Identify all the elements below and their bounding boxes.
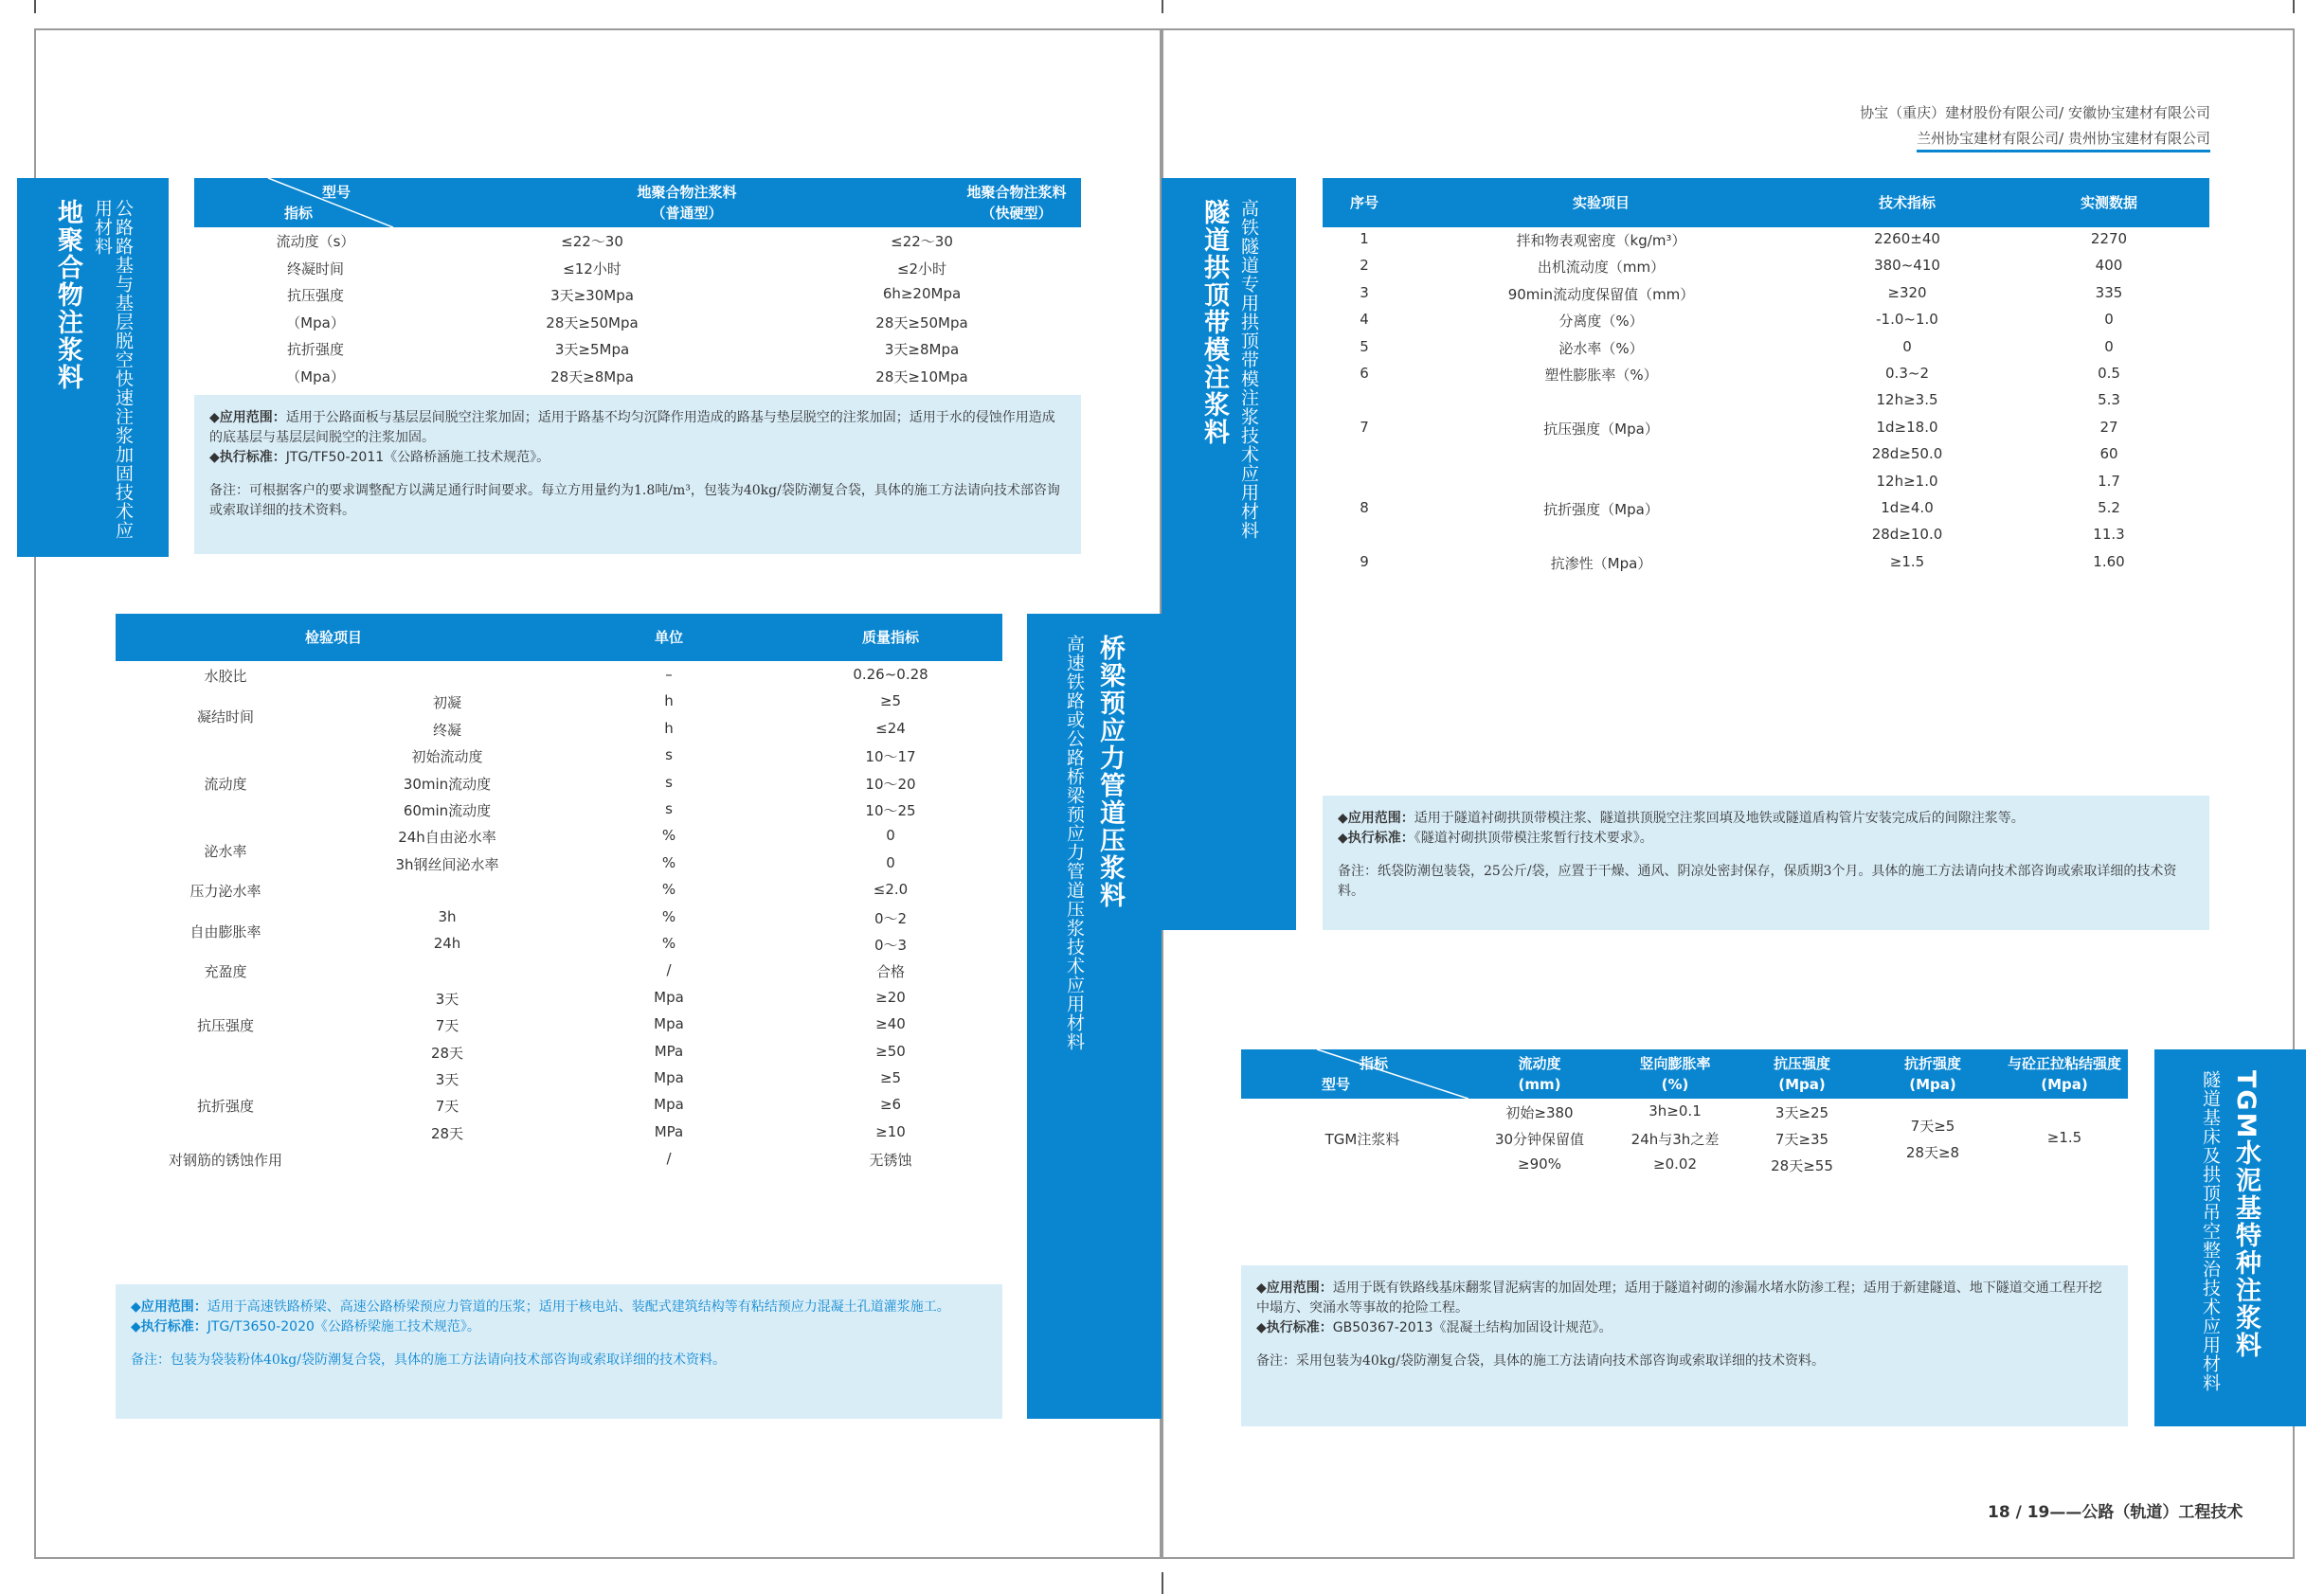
header-rapid-a: 地聚合物注浆料 bbox=[966, 184, 1067, 201]
row-no: 8 bbox=[1360, 499, 1369, 516]
row-unit: Mpa bbox=[654, 1096, 684, 1114]
row-rapid-value: ≤2小时 bbox=[896, 260, 947, 278]
row-quality: 0 bbox=[886, 853, 895, 871]
row-test-item: 抗折强度（Mpa） bbox=[1543, 501, 1659, 518]
header-expansion-b: (%) bbox=[1661, 1076, 1689, 1093]
row-item: 水胶比 bbox=[204, 668, 247, 685]
header-flex-a: 抗折强度 bbox=[1903, 1055, 1961, 1072]
section3-table-header bbox=[1323, 178, 2209, 227]
row-quality: 0 bbox=[886, 827, 895, 845]
header-measured: 实测数据 bbox=[2080, 194, 2137, 211]
header-no: 序号 bbox=[1349, 194, 1378, 211]
row-spec: 12h≥3.5 bbox=[1876, 391, 1938, 409]
row-unit: % bbox=[661, 935, 676, 952]
row-measured: 5.3 bbox=[2098, 391, 2120, 409]
header-bond-b: (Mpa) bbox=[2041, 1076, 2088, 1093]
row-unit: s bbox=[665, 773, 673, 791]
crop-mark bbox=[34, 0, 36, 13]
header-expansion-a: 竖向膨胀率 bbox=[1639, 1055, 1711, 1072]
row-no: 5 bbox=[1360, 337, 1369, 355]
row-item: 抗折强度 bbox=[196, 1098, 255, 1116]
row-spec: 1d≥4.0 bbox=[1881, 499, 1934, 516]
row-no: 6 bbox=[1360, 365, 1369, 382]
row-no: 9 bbox=[1360, 552, 1369, 570]
header-model: 型号 bbox=[321, 184, 351, 201]
section3-subtitle: 高铁隧道专用拱顶带模注浆技术应用材料 bbox=[1238, 199, 1259, 540]
section1-table bbox=[194, 178, 1081, 386]
expansion-cell-1: 3h≥0.1 bbox=[1648, 1102, 1702, 1119]
scope-text: 适用于隧道衬砌拱顶带模注浆、隧道拱顶脱空注浆回填及地铁或隧道盾构管片安装完成后的间隙注浆等。 bbox=[1414, 811, 2025, 826]
row-measured: 0 bbox=[2104, 337, 2114, 355]
row-normal-value: 28天≥50Mpa bbox=[546, 313, 639, 331]
compress-cell-2: 7天≥35 bbox=[1775, 1131, 1829, 1148]
row-measured: 11.3 bbox=[2093, 526, 2125, 544]
row-subitem: 28天 bbox=[430, 1044, 464, 1062]
scope-label: ◆应用范围： bbox=[1338, 811, 1414, 826]
row-rapid-value: 28天≥10Mpa bbox=[875, 367, 968, 385]
row-unit: % bbox=[661, 907, 676, 925]
row-quality: 0～2 bbox=[874, 909, 908, 927]
row-quality: ≤24 bbox=[875, 719, 906, 737]
header-bond-a: 与砼正拉粘结强度 bbox=[2007, 1055, 2121, 1072]
crop-mark bbox=[1162, 0, 1163, 13]
row-test-item: 分离度（%） bbox=[1558, 313, 1644, 331]
row-measured: 1.7 bbox=[2098, 472, 2120, 490]
row-subitem: 7天 bbox=[435, 1017, 459, 1035]
section4-title-cn: 水泥基特种注浆料 bbox=[2231, 1139, 2261, 1360]
section2-subtitle: 高速铁路或公路桥梁预应力管道压浆技术应用材料 bbox=[1064, 635, 1085, 1051]
row-subitem: 24h自由泌水率 bbox=[398, 829, 496, 847]
row-spec: 380~410 bbox=[1874, 257, 1940, 275]
header-compress-a: 抗压强度 bbox=[1773, 1055, 1830, 1072]
section4-table bbox=[1241, 1049, 2128, 1191]
row-quality: ≥5 bbox=[879, 1069, 902, 1086]
header-index: 指标 bbox=[283, 205, 313, 222]
row-rapid-value: 28天≥50Mpa bbox=[875, 313, 968, 331]
row-rapid-value: 3天≥8Mpa bbox=[884, 341, 960, 358]
row-spec: -1.0~1.0 bbox=[1876, 311, 1938, 329]
row-unit: Mpa bbox=[654, 1015, 684, 1033]
section2-table bbox=[116, 614, 1002, 1182]
section2-title: 桥梁预应力管道压浆料 bbox=[1095, 635, 1125, 909]
section1-title: 地聚合物注浆料 bbox=[53, 199, 82, 391]
section4-title bbox=[2230, 1070, 2261, 1426]
header-test-item: 实验项目 bbox=[1572, 194, 1630, 211]
scope-label: ◆应用范围： bbox=[209, 410, 286, 425]
row-rapid-value: ≤22～30 bbox=[891, 233, 953, 250]
row-test-item: 90min流动度保留值（mm） bbox=[1507, 285, 1695, 303]
header-rapid-b: （快硬型） bbox=[981, 205, 1053, 222]
header-compress-b: (Mpa) bbox=[1778, 1076, 1826, 1093]
row-no: 2 bbox=[1360, 257, 1369, 275]
row-normal-value: ≤12小时 bbox=[563, 260, 622, 278]
section3-remark: 备注：纸袋防潮包装袋，25公斤/袋，应置于干燥、通风、阴凉处密封保存，保质期3个月。具体的施工方法请向技术部咨询或索取详细的技术资料。 bbox=[1338, 864, 2177, 899]
header-normal-a: 地聚合物注浆料 bbox=[637, 184, 737, 201]
standard-text: GB50367-2013《混凝土结构加固设计规范》。 bbox=[1332, 1320, 1612, 1335]
row-item: 泌水率 bbox=[204, 842, 247, 860]
row-quality: 10～25 bbox=[865, 802, 916, 819]
row-quality: 10～17 bbox=[865, 748, 916, 766]
standard-text: JTG/T3650-2020《公路桥梁施工技术规范》。 bbox=[207, 1319, 480, 1334]
scope-label: ◆应用范围： bbox=[131, 1299, 207, 1315]
row-spec: ≥320 bbox=[1887, 283, 1927, 301]
row-rapid-value: 6h≥20Mpa bbox=[882, 285, 962, 302]
row-name: 终凝时间 bbox=[286, 260, 345, 278]
standard-text: 《隧道衬砌拱顶带模注浆暂行技术要求》。 bbox=[1414, 831, 1653, 846]
row-subitem: 3天 bbox=[435, 1071, 459, 1088]
row-quality: 0.26~0.28 bbox=[853, 666, 928, 683]
crop-mark bbox=[1162, 1572, 1163, 1594]
header-index: 指标 bbox=[1359, 1055, 1388, 1072]
row-no: 4 bbox=[1360, 311, 1369, 329]
row-no: 3 bbox=[1360, 283, 1369, 301]
row-unit: MPa bbox=[654, 1122, 684, 1140]
header-spec: 技术指标 bbox=[1878, 194, 1936, 211]
header-item: 检验项目 bbox=[304, 629, 362, 646]
row-test-item: 抗渗性（Mpa） bbox=[1550, 554, 1652, 572]
expansion-cell-3: ≥0.02 bbox=[1653, 1155, 1697, 1173]
row-name: （Mpa） bbox=[286, 313, 345, 331]
row-spec: 28d≥10.0 bbox=[1871, 526, 1943, 544]
row-item: 压力泌水率 bbox=[189, 883, 261, 901]
row-subitem: 28天 bbox=[430, 1124, 464, 1142]
standard-text: JTG/TF50-2011《公路桥涵施工技术规范》。 bbox=[285, 450, 550, 465]
header-flow-b: (mm) bbox=[1518, 1076, 1561, 1093]
company-header bbox=[1860, 102, 2210, 152]
row-measured: 1.60 bbox=[2093, 552, 2125, 570]
page-footer bbox=[1988, 1498, 2243, 1522]
scope-text: 适用于公路面板与基层层间脱空注浆加固；适用于路基不均匀沉降作用造成的路基与垫层脱空的注浆加固；适用于水的侵蚀作用造成的底基层与基层层间脱空的注浆加固。 bbox=[209, 410, 1055, 445]
section3-title-panel bbox=[1162, 178, 1296, 930]
row-measured: 5.2 bbox=[2098, 499, 2120, 516]
row-measured: 2270 bbox=[2090, 230, 2128, 247]
row-test-item: 泌水率（%） bbox=[1558, 339, 1644, 357]
flow-cell-3: ≥90% bbox=[1518, 1155, 1561, 1173]
header-flex-b: (Mpa) bbox=[1909, 1076, 1956, 1093]
row-measured: 335 bbox=[2095, 283, 2123, 301]
row-normal-value: ≤22～30 bbox=[561, 233, 623, 250]
row-subitem: 3天 bbox=[435, 990, 459, 1008]
section3-note bbox=[1323, 796, 2209, 930]
row-spec: 12h≥1.0 bbox=[1876, 472, 1938, 490]
flex-cell-2: 28天≥8 bbox=[1905, 1144, 1960, 1161]
flex-cell-1: 7天≥5 bbox=[1910, 1118, 1955, 1135]
row-quality: 合格 bbox=[875, 963, 906, 981]
crop-mark bbox=[2293, 0, 2295, 13]
flow-cell-2: 30分钟保留值 bbox=[1494, 1131, 1585, 1148]
row-unit: Mpa bbox=[654, 1069, 684, 1086]
row-subitem: 24h bbox=[433, 935, 461, 952]
row-spec: 0 bbox=[1902, 337, 1912, 355]
header-model: 型号 bbox=[1321, 1076, 1350, 1093]
standard-label: ◆执行标准： bbox=[131, 1319, 207, 1334]
row-measured: 0.5 bbox=[2098, 365, 2120, 382]
row-measured: 60 bbox=[2099, 445, 2118, 463]
scope-label: ◆应用范围： bbox=[1256, 1281, 1333, 1296]
row-measured: 400 bbox=[2095, 257, 2123, 275]
row-quality: ≥20 bbox=[875, 988, 906, 1006]
row-quality: ≤2.0 bbox=[873, 881, 909, 899]
section1-subtitle: 公路路基与基层脱空快速注浆加固技术应用材料 bbox=[92, 199, 134, 540]
row-item: 抗压强度 bbox=[196, 1017, 255, 1035]
company-line-2: 兰州协宝建材有限公司/ 贵州协宝建材有限公司 bbox=[1917, 128, 2210, 152]
row-name: 抗压强度 bbox=[286, 287, 345, 304]
standard-label: ◆执行标准： bbox=[209, 450, 286, 465]
expansion-cell-2: 24h与3h之差 bbox=[1630, 1131, 1720, 1148]
row-normal-value: 3天≥30Mpa bbox=[550, 287, 634, 304]
row-subitem: 3h钢丝间泌水率 bbox=[395, 855, 499, 873]
section4-subtitle: 隧道基床及拱顶吊空整治技术应用材料 bbox=[2200, 1070, 2221, 1392]
row-unit: / bbox=[666, 961, 672, 979]
row-unit: % bbox=[661, 881, 676, 899]
flow-cell-1: 初始≥380 bbox=[1505, 1104, 1574, 1121]
section2-note bbox=[116, 1284, 1002, 1419]
row-quality: ≥40 bbox=[875, 1015, 906, 1033]
row-test-item: 拌和物表观密度（kg/m³） bbox=[1516, 232, 1686, 249]
row-item: 充盈度 bbox=[204, 963, 247, 981]
row-measured: 27 bbox=[2099, 418, 2118, 436]
row-test-item: 塑性膨胀率（%） bbox=[1544, 367, 1658, 384]
compress-cell-3: 28天≥55 bbox=[1771, 1157, 1833, 1174]
section4-note bbox=[1241, 1265, 2128, 1426]
row-subitem: 初凝 bbox=[432, 694, 462, 712]
section3-title: 隧道拱顶带模注浆料 bbox=[1199, 199, 1229, 446]
row-quality: ≥10 bbox=[875, 1122, 906, 1140]
row-unit: – bbox=[665, 666, 673, 683]
header-normal-b: （普通型） bbox=[651, 205, 723, 222]
section1-note bbox=[194, 395, 1081, 554]
row-quality: ≥6 bbox=[879, 1096, 902, 1114]
row-name: 流动度（s） bbox=[276, 233, 355, 250]
row-spec: 0.3~2 bbox=[1885, 365, 1929, 382]
row-unit: s bbox=[665, 746, 673, 764]
section1-table-header bbox=[194, 178, 1081, 227]
row-item: 自由膨胀率 bbox=[189, 922, 261, 940]
row-quality: ≥5 bbox=[879, 692, 902, 710]
section4-title-latin: TGM bbox=[2231, 1070, 2261, 1140]
row-item: 流动度 bbox=[204, 775, 247, 793]
row-unit: h bbox=[664, 719, 674, 737]
footer-section: ——公路（轨道）工程技术 bbox=[2049, 1503, 2243, 1522]
row-quality: ≥50 bbox=[875, 1042, 906, 1060]
row-quality: 10～20 bbox=[865, 775, 916, 793]
row-no: 7 bbox=[1360, 418, 1369, 436]
row-subitem: 终凝 bbox=[432, 721, 462, 739]
header-unit: 单位 bbox=[654, 629, 683, 646]
row-item: 对钢筋的锈蚀作用 bbox=[168, 1152, 283, 1170]
row-quality: 无锈蚀 bbox=[869, 1152, 912, 1170]
row-unit: Mpa bbox=[654, 988, 684, 1006]
scope-text: 适用于高速铁路桥梁、高速公路桥梁预应力管道的压浆；适用于核电站、装配式建筑结构等有粘结预应力混凝土孔道灌浆施工。 bbox=[207, 1299, 950, 1315]
section1-remark: 备注：可根据客户的要求调整配方以满足通行时间要求。每立方用量约为1.8吨/m³，包装为40kg/袋防潮复合袋，具体的施工方法请向技术部咨询或索取详细的技术资料。 bbox=[209, 483, 1060, 518]
row-name: （Mpa） bbox=[286, 367, 345, 385]
compress-cell-1: 3天≥25 bbox=[1775, 1104, 1829, 1121]
section4-remark: 备注：采用包装为40kg/袋防潮复合袋，具体的施工方法请向技术部咨询或索取详细的技术资料。 bbox=[1256, 1353, 1825, 1369]
company-line-1: 协宝（重庆）建材股份有限公司/ 安徽协宝建材有限公司 bbox=[1860, 104, 2210, 121]
section3-table bbox=[1323, 178, 2209, 576]
row-unit: h bbox=[664, 692, 674, 710]
header-flow-a: 流动度 bbox=[1518, 1055, 1561, 1072]
standard-label: ◆执行标准： bbox=[1256, 1320, 1333, 1335]
row-normal-value: 3天≥5Mpa bbox=[554, 341, 630, 358]
bond-cell: ≥1.5 bbox=[2046, 1129, 2082, 1146]
row-test-item: 出机流动度（mm） bbox=[1537, 259, 1666, 277]
row-quality: 0～3 bbox=[874, 937, 908, 954]
row-spec: 2260±40 bbox=[1874, 230, 1940, 247]
row-item: 凝结时间 bbox=[196, 707, 255, 725]
header-quality: 质量指标 bbox=[861, 629, 919, 646]
row-spec: 28d≥50.0 bbox=[1871, 445, 1943, 463]
row-no: 1 bbox=[1360, 230, 1369, 247]
section4-title-panel bbox=[2154, 1049, 2306, 1426]
section2-remark: 备注：包装为袋装粉体40kg/袋防潮复合袋，具体的施工方法请向技术部咨询或索取详细的技术资料。 bbox=[131, 1352, 726, 1368]
standard-label: ◆执行标准： bbox=[1338, 831, 1414, 846]
row-subitem: 60min流动度 bbox=[403, 802, 492, 819]
section2-table-header bbox=[116, 614, 1002, 661]
row-unit: % bbox=[661, 827, 676, 845]
row-subitem: 初始流动度 bbox=[411, 748, 483, 766]
section1-title-panel bbox=[17, 178, 169, 557]
row-unit: % bbox=[661, 853, 676, 871]
row-unit: s bbox=[665, 800, 673, 817]
row-subitem: 7天 bbox=[435, 1098, 459, 1116]
section4-table-header bbox=[1241, 1049, 2128, 1099]
row-spec: ≥1.5 bbox=[1889, 552, 1925, 570]
row-unit: MPa bbox=[654, 1042, 684, 1060]
model-cell: TGM注浆料 bbox=[1324, 1131, 1400, 1148]
row-subitem: 3h bbox=[438, 907, 457, 925]
row-measured: 0 bbox=[2104, 311, 2114, 329]
row-test-item: 抗压强度（Mpa） bbox=[1543, 420, 1659, 438]
row-unit: / bbox=[666, 1150, 672, 1168]
row-name: 抗折强度 bbox=[286, 341, 345, 358]
row-subitem: 30min流动度 bbox=[403, 775, 492, 793]
page-number: 18 / 19 bbox=[1988, 1503, 2050, 1522]
row-spec: 1d≥18.0 bbox=[1876, 418, 1938, 436]
scope-text: 适用于既有铁路线基床翻浆冒泥病害的加固处理；适用于隧道衬砌的渗漏水堵水防渗工程；适用于新建隧道、地下隧道交通工程开挖中塌方、突涌水等事故的抢险工程。 bbox=[1256, 1281, 2102, 1316]
row-normal-value: 28天≥8Mpa bbox=[550, 367, 634, 385]
section2-title-panel bbox=[1027, 614, 1162, 1419]
